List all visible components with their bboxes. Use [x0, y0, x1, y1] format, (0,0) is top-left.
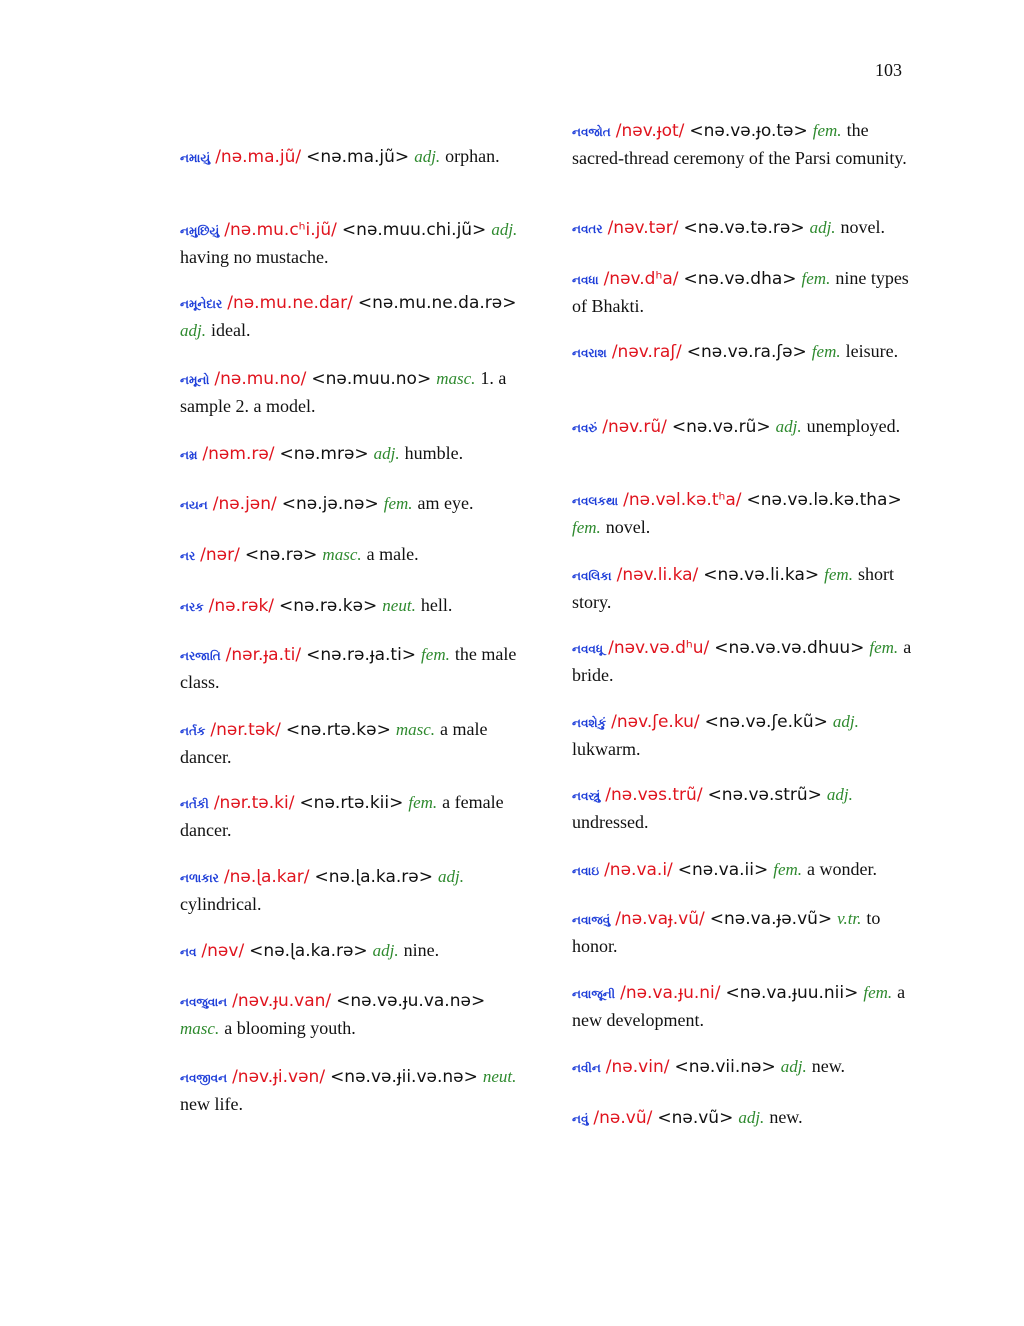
ipa-pronunciation: /nə.mu.ne.dar/ — [227, 293, 353, 313]
transliteration: <nə.muu.chi.jũ> — [341, 220, 487, 240]
gloss: undressed. — [572, 812, 649, 832]
ipa-pronunciation: /nəv.rũ/ — [602, 417, 667, 437]
dictionary-entry — [572, 708, 917, 762]
part-of-speech: masc. — [436, 369, 476, 388]
ipa-pronunciation: /nə.mu.no/ — [214, 369, 307, 389]
headword: નવતર — [572, 222, 603, 236]
gloss: a female dancer. — [180, 792, 504, 840]
headword: નળાકાર — [180, 871, 219, 885]
dictionary-entry — [180, 789, 525, 843]
dictionary-entry — [572, 338, 917, 366]
headword: નવસ્ત્રું — [572, 789, 601, 803]
headword: નમ્ર — [180, 448, 198, 462]
ipa-pronunciation: /nə.ɭa.kar/ — [223, 867, 310, 887]
gloss: ideal. — [210, 320, 251, 340]
dictionary-entry — [180, 143, 525, 171]
transliteration: <nə.və.ɟii.və.nə> — [330, 1067, 478, 1087]
part-of-speech: adj. — [780, 1057, 807, 1076]
transliteration: <nə.ɭa.ka.rə> — [314, 867, 433, 887]
part-of-speech: fem. — [773, 860, 803, 879]
page-number: 103 — [875, 60, 902, 80]
ipa-pronunciation: /nəv.dʰa/ — [603, 269, 679, 289]
dictionary-entry — [572, 856, 917, 884]
ipa-pronunciation: /nəv.ɟi.vən/ — [232, 1067, 326, 1087]
transliteration: <nə.və.strũ> — [707, 785, 822, 805]
ipa-pronunciation: /nəv.ʃe.ku/ — [611, 712, 700, 732]
ipa-pronunciation: /nə.va.i/ — [604, 860, 673, 880]
transliteration: <nə.mu.ne.da.rə> — [357, 293, 517, 313]
transliteration: <nə.vii.nə> — [674, 1057, 776, 1077]
dictionary-entry — [572, 117, 917, 171]
headword: નવધા — [572, 273, 599, 287]
ipa-pronunciation: /nə.va.ɟu.ni/ — [620, 983, 721, 1003]
dictionary-entry — [572, 979, 917, 1033]
ipa-pronunciation: /nə.vin/ — [605, 1057, 670, 1077]
part-of-speech: neut. — [482, 1067, 517, 1086]
transliteration: <nə.və.ɟo.tə> — [689, 121, 808, 141]
transliteration: <nə.vũ> — [657, 1108, 734, 1128]
dictionary-entry — [180, 592, 525, 620]
ipa-pronunciation: /nə.vəl.kə.tʰa/ — [623, 490, 742, 510]
gloss: the male class. — [180, 644, 517, 692]
part-of-speech: fem. — [572, 518, 601, 537]
ipa-pronunciation: /nər.tək/ — [210, 720, 281, 740]
part-of-speech: adj. — [414, 147, 441, 166]
gloss: the sacred-thread ceremony of the Parsi comunity. — [572, 120, 907, 168]
ipa-pronunciation: /nəv.raʃ/ — [611, 342, 682, 362]
part-of-speech: adj. — [826, 785, 853, 804]
dictionary-entry — [180, 365, 525, 419]
ipa-pronunciation: /nəm.rə/ — [202, 444, 275, 464]
ipa-pronunciation: /nər.tə.ki/ — [213, 793, 295, 813]
dictionary-entry — [180, 641, 525, 695]
gloss: new. — [769, 1107, 803, 1127]
transliteration: <nə.ɭa.ka.rə> — [249, 941, 368, 961]
headword: નમૂનેદાર — [180, 297, 223, 311]
transliteration: <nə.və.və.dhuu> — [714, 638, 865, 658]
transliteration: <nə.va.ɟə.vũ> — [709, 909, 833, 929]
gloss: new life. — [180, 1094, 243, 1114]
gloss: leisure. — [845, 341, 899, 361]
gloss: orphan. — [445, 146, 500, 166]
dictionary-entry — [180, 440, 525, 468]
part-of-speech: fem. — [421, 645, 450, 664]
dictionary-entry — [180, 541, 525, 569]
gloss: nine types of Bhakti. — [572, 268, 909, 316]
part-of-speech: masc. — [395, 720, 436, 739]
dictionary-entry — [180, 289, 525, 344]
gloss: humble. — [404, 443, 464, 463]
headword: નમાયું — [180, 151, 211, 165]
ipa-pronunciation: /nə.rək/ — [208, 596, 275, 616]
gloss: cylindrical. — [180, 894, 262, 914]
gloss: new. — [811, 1056, 846, 1076]
part-of-speech: v.tr. — [837, 909, 862, 928]
gloss: a male. — [366, 544, 419, 564]
headword: નર્તકી — [180, 797, 209, 811]
part-of-speech: adj. — [491, 220, 518, 239]
transliteration: <nə.mrə> — [279, 444, 369, 464]
part-of-speech: fem. — [863, 983, 893, 1002]
part-of-speech: fem. — [801, 269, 831, 288]
part-of-speech: fem. — [408, 793, 438, 812]
part-of-speech: fem. — [869, 638, 899, 657]
dictionary-entry — [180, 937, 525, 965]
gloss: lukwarm. — [572, 739, 641, 759]
gloss: a male dancer. — [180, 719, 488, 767]
headword: નવલકથા — [572, 494, 619, 508]
part-of-speech: adj. — [738, 1108, 765, 1127]
headword: નર્તક — [180, 724, 206, 738]
ipa-pronunciation: /nər/ — [200, 545, 240, 565]
part-of-speech: adj. — [180, 321, 206, 340]
headword: નરક — [180, 600, 204, 614]
part-of-speech: masc. — [180, 1019, 220, 1038]
headword: નમૂનો — [180, 373, 210, 387]
transliteration: <nə.rə> — [244, 545, 318, 565]
part-of-speech: fem. — [811, 342, 841, 361]
gloss: am eye. — [417, 493, 474, 513]
gloss: short story. — [572, 564, 894, 612]
headword: નવાઇ — [572, 864, 600, 878]
dictionary-entry — [572, 214, 917, 242]
part-of-speech: adj. — [832, 712, 859, 731]
gloss: to honor. — [572, 908, 881, 956]
part-of-speech: fem. — [812, 121, 842, 140]
part-of-speech: adj. — [809, 218, 836, 237]
gloss: a blooming youth. — [224, 1018, 356, 1038]
headword: નવાજૂની — [572, 987, 616, 1001]
headword: નવશેકું — [572, 716, 607, 730]
dictionary-entry — [180, 1063, 525, 1117]
dictionary-entry — [572, 561, 917, 615]
dictionary-entry — [572, 486, 917, 541]
part-of-speech: adj. — [437, 867, 464, 886]
gloss: 1. a sample 2. a model. — [180, 368, 507, 416]
dictionary-entry — [572, 1104, 917, 1132]
transliteration: <nə.rtə.kə> — [285, 720, 391, 740]
transliteration: <nə.və.rũ> — [671, 417, 771, 437]
ipa-pronunciation: /nə.vaɟ.vũ/ — [615, 909, 705, 929]
headword: નમુછિયું — [180, 224, 220, 238]
headword: નવ — [180, 945, 197, 959]
ipa-pronunciation: /nə.ma.jũ/ — [215, 147, 302, 167]
dictionary-entry — [572, 1053, 917, 1081]
part-of-speech: adj. — [372, 941, 399, 960]
dictionary-entry — [180, 490, 525, 518]
ipa-pronunciation: /nəv.li.ka/ — [616, 565, 699, 585]
transliteration: <nə.və.lə.kə.tha> — [746, 490, 902, 510]
transliteration: <nə.jə.nə> — [281, 494, 379, 514]
gloss: a bride. — [572, 637, 912, 685]
ipa-pronunciation: /nə.vəs.trũ/ — [605, 785, 703, 805]
ipa-pronunciation: /nəv/ — [201, 941, 245, 961]
dictionary-entry — [572, 413, 917, 441]
headword: નવવધૂ — [572, 642, 604, 656]
headword: નવજોત — [572, 125, 611, 139]
transliteration: <nə.muu.no> — [311, 369, 432, 389]
gloss: a wonder. — [807, 859, 878, 879]
gloss: having no mustache. — [180, 247, 329, 267]
ipa-pronunciation: /nə.jən/ — [212, 494, 277, 514]
headword: નવાજવું — [572, 913, 611, 927]
headword: નરજાતિ — [180, 649, 221, 663]
gloss: unemployed. — [806, 416, 901, 436]
part-of-speech: fem. — [824, 565, 853, 584]
gloss: nine. — [403, 940, 440, 960]
gloss: novel. — [605, 517, 651, 537]
dictionary-entry — [572, 634, 917, 688]
gloss: novel. — [840, 217, 886, 237]
transliteration: <nə.və.ra.ʃə> — [686, 342, 807, 362]
headword: નયન — [180, 498, 208, 512]
part-of-speech: masc. — [322, 545, 362, 564]
dictionary-entry — [572, 265, 917, 319]
part-of-speech: neut. — [382, 596, 416, 615]
headword: નવરું — [572, 421, 598, 435]
ipa-pronunciation: /nəv.və.dʰu/ — [608, 638, 710, 658]
transliteration: <nə.və.dha> — [683, 269, 797, 289]
ipa-pronunciation: /nə.vũ/ — [593, 1108, 653, 1128]
transliteration: <nə.ma.jũ> — [306, 147, 410, 167]
gloss: a new development. — [572, 982, 906, 1030]
transliteration: <nə.və.tə.rə> — [683, 218, 805, 238]
transliteration: <nə.və.ʃe.kũ> — [704, 712, 828, 732]
transliteration: <nə.rtə.kii> — [299, 793, 404, 813]
headword: નવું — [572, 1112, 589, 1126]
transliteration: <nə.va.ɟuu.nii> — [725, 983, 859, 1003]
dictionary-entry — [180, 216, 525, 270]
transliteration: <nə.və.ɟu.va.nə> — [336, 991, 486, 1011]
ipa-pronunciation: /nəv.ɟu.van/ — [232, 991, 332, 1011]
headword: નવરાશ — [572, 346, 607, 360]
ipa-pronunciation: /nə.mu.cʰi.jũ/ — [224, 220, 337, 240]
gloss: hell. — [420, 595, 453, 615]
part-of-speech: adj. — [775, 417, 802, 436]
part-of-speech: fem. — [383, 494, 413, 513]
ipa-pronunciation: /nər.ɟa.ti/ — [225, 645, 302, 665]
headword: નવીન — [572, 1061, 601, 1075]
dictionary-entry — [572, 781, 917, 835]
transliteration: <nə.və.li.ka> — [703, 565, 820, 585]
ipa-pronunciation: /nəv.ɟot/ — [615, 121, 685, 141]
headword: નર — [180, 549, 196, 563]
headword: નવજુવાન — [180, 995, 228, 1009]
transliteration: <nə.rə.ɟa.ti> — [306, 645, 417, 665]
part-of-speech: adj. — [373, 444, 400, 463]
transliteration: <nə.va.ii> — [677, 860, 769, 880]
dictionary-entry — [180, 716, 525, 770]
headword: નવજીવન — [180, 1071, 228, 1085]
headword: નવલિકા — [572, 569, 612, 583]
transliteration: <nə.rə.kə> — [279, 596, 378, 616]
dictionary-entry — [180, 987, 525, 1042]
dictionary-entry — [572, 905, 917, 959]
ipa-pronunciation: /nəv.tər/ — [607, 218, 679, 238]
dictionary-entry — [180, 863, 525, 917]
